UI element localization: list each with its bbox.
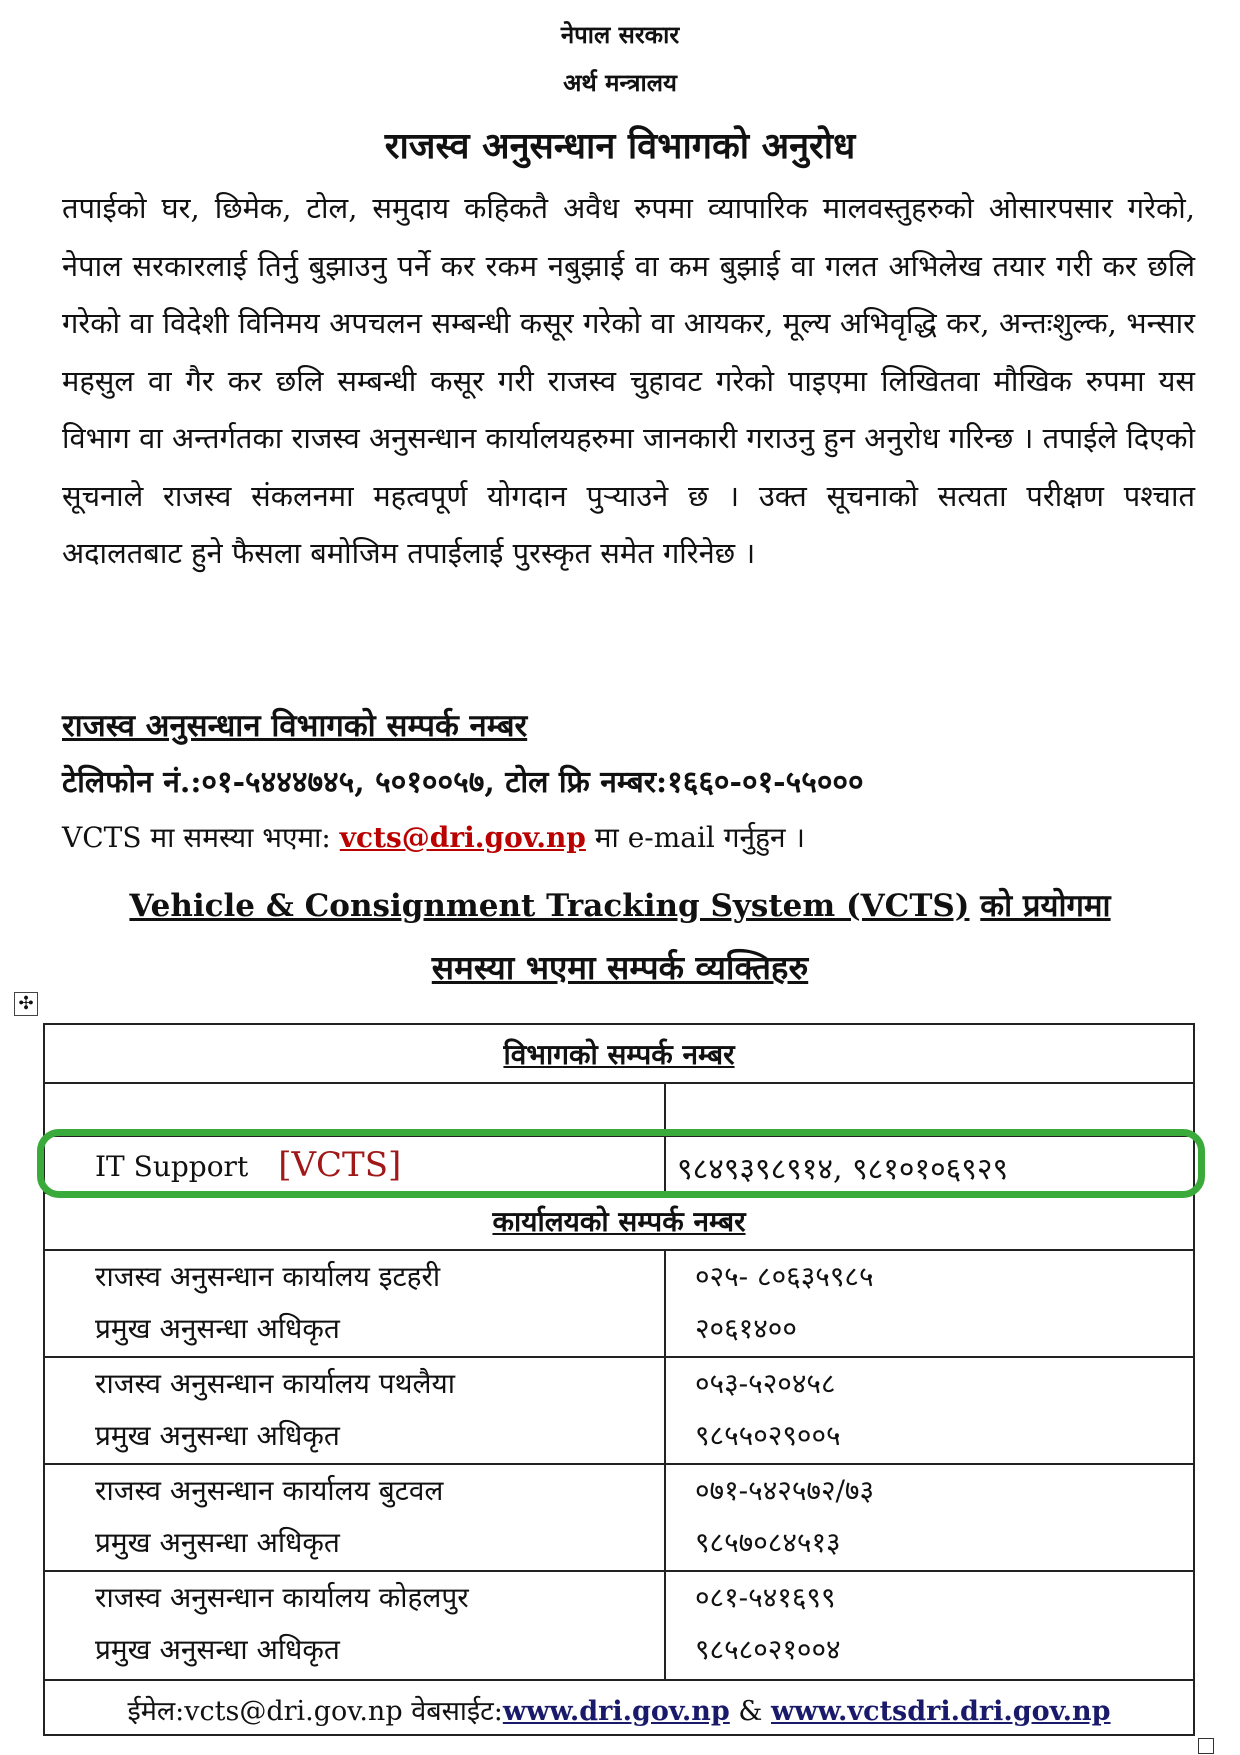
table-move-handle-icon[interactable]: ✣: [14, 992, 38, 1016]
office-header: कार्यालयको सम्पर्क नम्बर: [492, 1205, 746, 1238]
email-label: ईमेल:: [127, 1696, 185, 1727]
dept-header-row: [45, 1025, 1193, 1084]
footer-row: [45, 1681, 1193, 1736]
office-phone: ०२५- ८०६३५९८५: [695, 1260, 874, 1293]
column-divider: [664, 1358, 666, 1463]
office-row: [45, 1572, 1193, 1681]
office-mobile: ९८५७०८४५१३: [695, 1526, 841, 1559]
empty-row: [45, 1084, 1193, 1135]
footer-email-link[interactable]: vcts@dri.gov.np: [184, 1696, 403, 1727]
website-label: वेबसाईट:: [411, 1696, 503, 1727]
website-link-vctsdri[interactable]: www.vctsdri.dri.gov.np: [771, 1696, 1111, 1727]
table-resize-handle-icon[interactable]: [1198, 1738, 1214, 1754]
vcts-suffix: मा e-mail गर्नुहुन ।: [594, 821, 806, 854]
contact-table: [43, 1023, 1195, 1736]
vcts-email-link[interactable]: vcts@dri.gov.np: [339, 821, 586, 854]
office-row: [45, 1251, 1193, 1358]
govt-name: नेपाल सरकार: [560, 20, 680, 49]
office-mobile: २०६१४००: [695, 1312, 797, 1345]
office-role: प्रमुख अनुसन्धा अधिकृत: [95, 1633, 340, 1666]
office-role: प्रमुख अनुसन्धा अधिकृत: [95, 1312, 340, 1345]
office-name: राजस्व अनुसन्धान कार्यालय कोहलपुर: [95, 1581, 469, 1614]
office-phone: ०८१-५४१६९९: [695, 1581, 836, 1614]
column-divider: [664, 1572, 666, 1679]
highlight-outline: [37, 1129, 1205, 1198]
office-row: [45, 1465, 1193, 1572]
office-name: राजस्व अनुसन्धान कार्यालय बुटवल: [95, 1474, 444, 1507]
dept-header: विभागको सम्पर्क नम्बर: [503, 1038, 735, 1071]
office-phone: ०५३-५२०४५८: [695, 1367, 836, 1400]
vcts-heading-en: Vehicle & Consignment Tracking System (VCTS): [129, 888, 970, 924]
vcts-subheading: समस्या भएमा सम्पर्क व्यक्तिहरु: [431, 948, 809, 987]
it-support-numbers: ९८४९३९८९१४, ९८१०१०६९२९: [677, 1152, 1009, 1187]
request-paragraph: तपाईको घर, छिमेक, टोल, समुदाय कहिकतै अवैध रुपमा व्यापारिक मालवस्तुहरुको ओसारपसार गरेको, नेपाल सरकारलाई तिर्नु बुझाउनु पर्ने कर रकम नबुझाई वा कम बुझाई वा गलत अभिलेख तयार गरी कर छलि गरेको वा विदेशी विनिमय अपचलन सम्बन्धी कसूर गरेको वा आयकर, मूल्य अभिवृद्धि कर, अन्तःशुल्क, भन्सार महसुल वा गैर कर छलि सम्बन्धी कसूर गरी राजस्व चुहावट गरेको पाइएमा लिखितवा मौखिक रुपमा यस विभाग वा अन्तर्गतका राजस्व अनुसन्धान कार्यालयहरुमा जानकारी गराउनु हुन अनुरोध गरिन्छ । तपाईले दिएको सूचनाले राजस्व संकलनमा महत्वपूर्ण योगदान पुऱ्याउने छ । उक्त सूचनाको सत्यता परीक्षण पश्चात अदालतबाट हुने फैसला बमोजिम तपाईलाई पुरस्कृत समेत गरिनेछ ।: [62, 191, 1195, 570]
office-name: राजस्व अनुसन्धान कार्यालय पथलैया: [95, 1367, 456, 1400]
phone-numbers: टेलिफोन नं.:०१-५४४४७४५, ५०१००५७, टोल फ्रि नम्बर:१६६०-०१-५५०००: [62, 765, 864, 800]
website-link-dri[interactable]: www.dri.gov.np: [502, 1696, 730, 1727]
vcts-tag: [VCTS]: [278, 1145, 402, 1185]
office-phone: ०७१-५४२५७२/७३: [695, 1474, 875, 1507]
it-support-label: IT Support: [95, 1150, 249, 1183]
office-name: राजस्व अनुसन्धान कार्यालय इटहरी: [95, 1260, 441, 1293]
column-divider: [664, 1465, 666, 1570]
office-header-row: [45, 1194, 1193, 1251]
office-role: प्रमुख अनुसन्धा अधिकृत: [95, 1526, 340, 1559]
column-divider: [664, 1251, 666, 1356]
office-row: [45, 1358, 1193, 1465]
vcts-contact-line: [62, 818, 805, 856]
page-title: राजस्व अनुसन्धान विभागको अनुरोध: [384, 125, 856, 167]
ministry-name: अर्थ मन्त्रालय: [563, 68, 677, 97]
it-support-row: [45, 1135, 1193, 1194]
vcts-prefix: VCTS मा समस्या भएमा:: [62, 821, 331, 854]
office-role: प्रमुख अनुसन्धा अधिकृत: [95, 1419, 340, 1452]
contact-heading: राजस्व अनुसन्धान विभागको सम्पर्क नम्बर: [62, 708, 528, 744]
column-divider: [664, 1084, 666, 1135]
office-mobile: ९८५८०२१००४: [695, 1633, 841, 1666]
vcts-heading-np: को प्रयोगमा: [980, 888, 1111, 924]
ampersand: &: [738, 1696, 763, 1727]
office-mobile: ९८५५०२९००५: [695, 1419, 841, 1452]
vcts-heading: [0, 884, 1240, 926]
